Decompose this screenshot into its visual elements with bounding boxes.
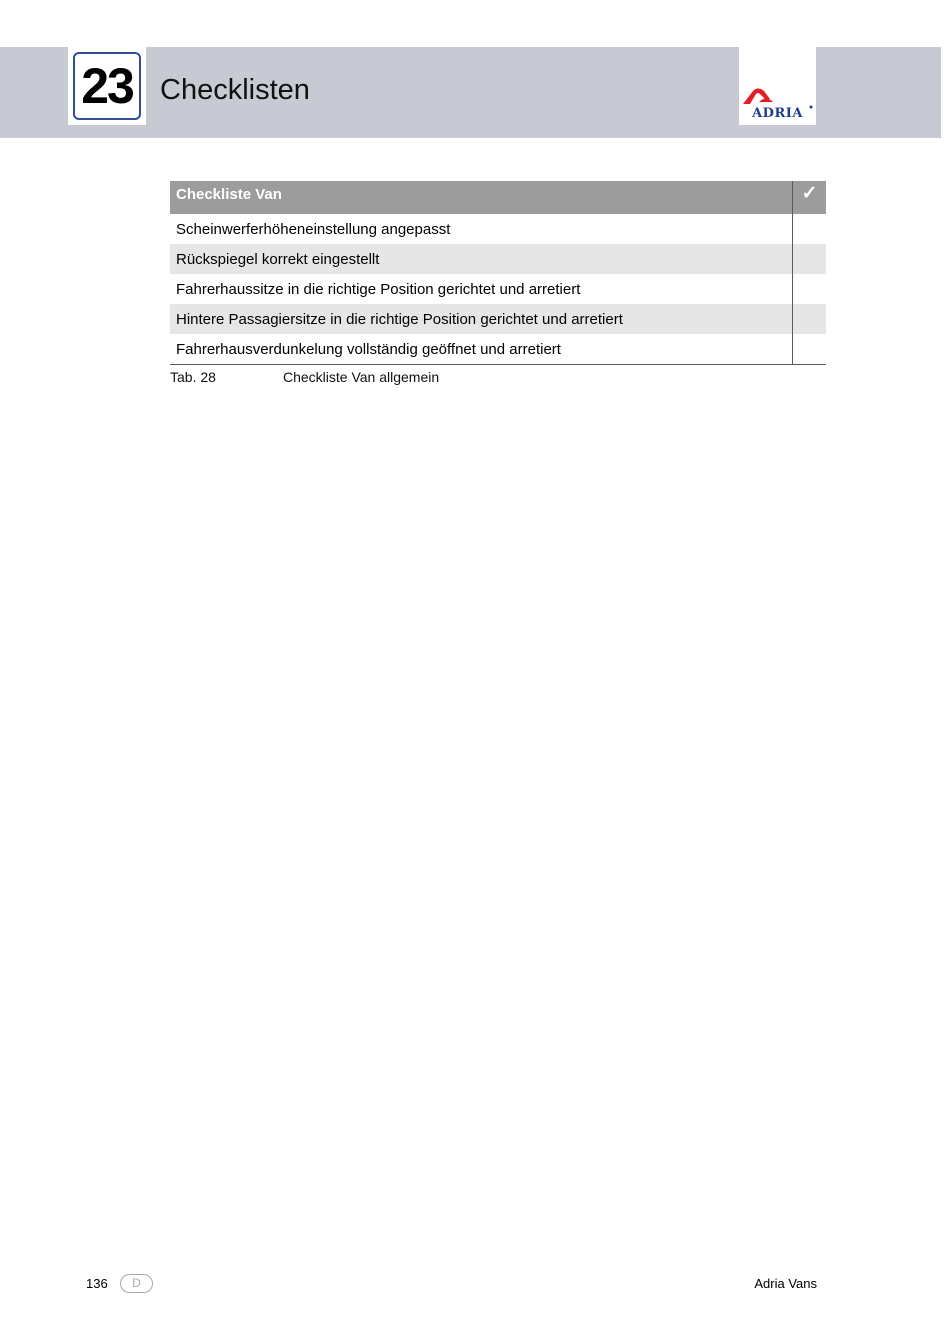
row-item-text: Hintere Passagiersitze in die richtige Position gerichtet und arretiert xyxy=(170,304,793,334)
row-checkbox[interactable] xyxy=(793,214,827,244)
chapter-title: Checklisten xyxy=(160,74,310,106)
row-item-text: Fahrerhaussitze in die richtige Position gerichtet und arretiert xyxy=(176,280,581,298)
logo-text: ADRIA xyxy=(752,106,803,121)
table-row xyxy=(170,244,826,274)
footer-brand: Adria Vans xyxy=(754,1276,817,1291)
row-checkbox[interactable] xyxy=(793,274,827,304)
column-header-check: ✓ xyxy=(793,181,827,214)
chapter-number: 23 xyxy=(73,52,141,120)
table-row xyxy=(170,214,826,244)
row-checkbox[interactable] xyxy=(793,334,827,365)
column-header-item: Checkliste Van xyxy=(170,181,793,214)
caption-number: Tab. 28 xyxy=(170,369,216,385)
chapter-number-box xyxy=(68,47,146,125)
table-header-row xyxy=(170,181,826,214)
row-item-text: Scheinwerferhöheneinstellung angepasst xyxy=(176,220,451,238)
row-item-text: Rückspiegel korrekt eingestellt xyxy=(170,244,793,274)
checklist-table xyxy=(170,181,826,365)
row-checkbox[interactable] xyxy=(793,304,827,334)
adria-logo xyxy=(739,47,816,125)
table-row xyxy=(170,334,826,365)
caption-text: Checkliste Van allgemein xyxy=(283,369,440,385)
table-row xyxy=(170,304,826,334)
row-item-text: Fahrerhausverdunkelung vollständig geöffnet und arretiert xyxy=(170,334,793,365)
page-number: 136 xyxy=(86,1276,108,1291)
table-row xyxy=(170,274,826,304)
row-checkbox[interactable] xyxy=(793,244,827,274)
language-badge: D xyxy=(120,1274,153,1293)
